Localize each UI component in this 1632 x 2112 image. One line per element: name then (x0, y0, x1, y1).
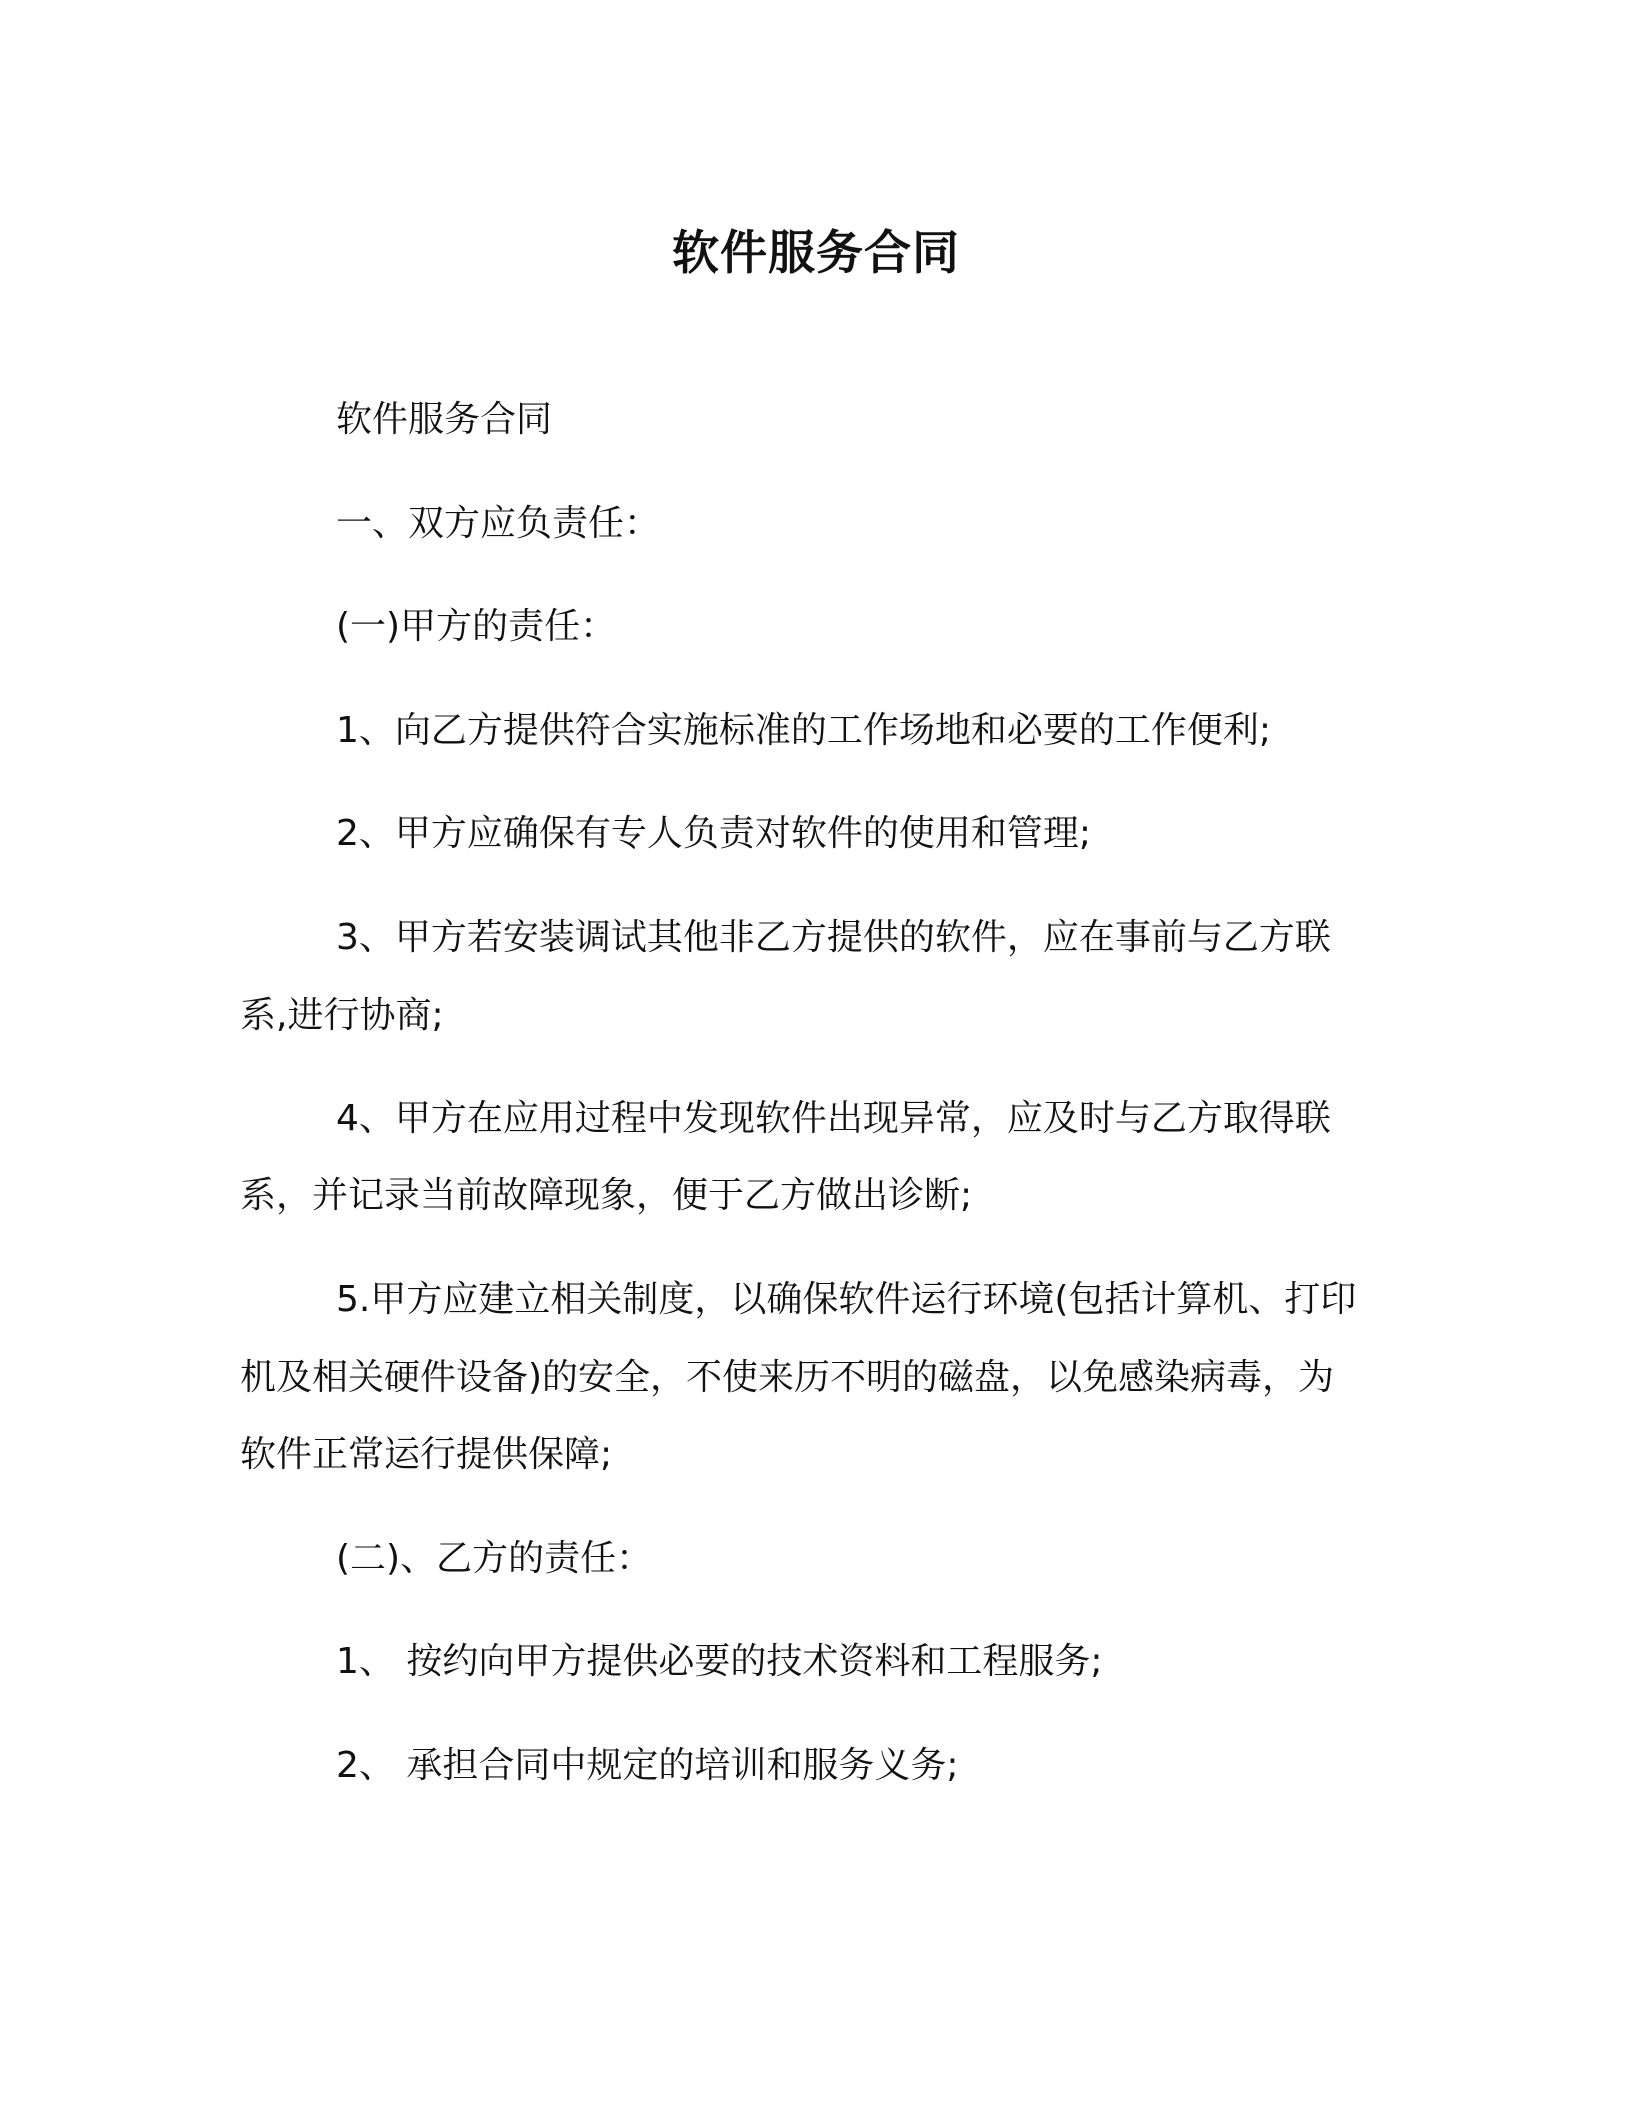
party-a-item-5-line-1: 5.甲方应建立相关制度，以确保软件运行环境(包括计算机、打印 (336, 1279, 1357, 1320)
party-a-item-2: 2、甲方应确保有专人负责对软件的使用和管理; (336, 813, 1092, 854)
party-a-item-4-line-1: 4、甲方在应用过程中发现软件出现异常，应及时与乙方取得联 (336, 1098, 1331, 1139)
section-heading-responsibilities: 一、双方应负责任： (336, 503, 661, 544)
party-a-heading: (一)甲方的责任： (336, 606, 617, 647)
party-b-item-1: 1、 按约向甲方提供必要的技术资料和工程服务; (336, 1641, 1103, 1682)
party-a-item-3-line-2: 系,进行协商; (240, 995, 444, 1036)
party-b-heading: (二)、乙方的责任： (336, 1538, 653, 1579)
party-a-item-3-line-1: 3、甲方若安装调试其他非乙方提供的软件，应在事前与乙方联 (336, 917, 1331, 958)
document-title: 软件服务合同 (672, 226, 960, 281)
party-a-item-1: 1、向乙方提供符合实施标准的工作场地和必要的工作便利; (336, 710, 1272, 751)
contract-subtitle: 软件服务合同 (336, 399, 553, 440)
party-a-item-5-line-2: 机及相关硬件设备)的安全，不使来历不明的磁盘，以免感染病毒，为 (240, 1357, 1335, 1398)
party-b-item-2: 2、 承担合同中规定的培训和服务义务; (336, 1745, 959, 1786)
party-a-item-5-line-3: 软件正常运行提供保障; (240, 1434, 613, 1475)
party-a-item-4-line-2: 系，并记录当前故障现象，便于乙方做出诊断; (240, 1175, 973, 1216)
